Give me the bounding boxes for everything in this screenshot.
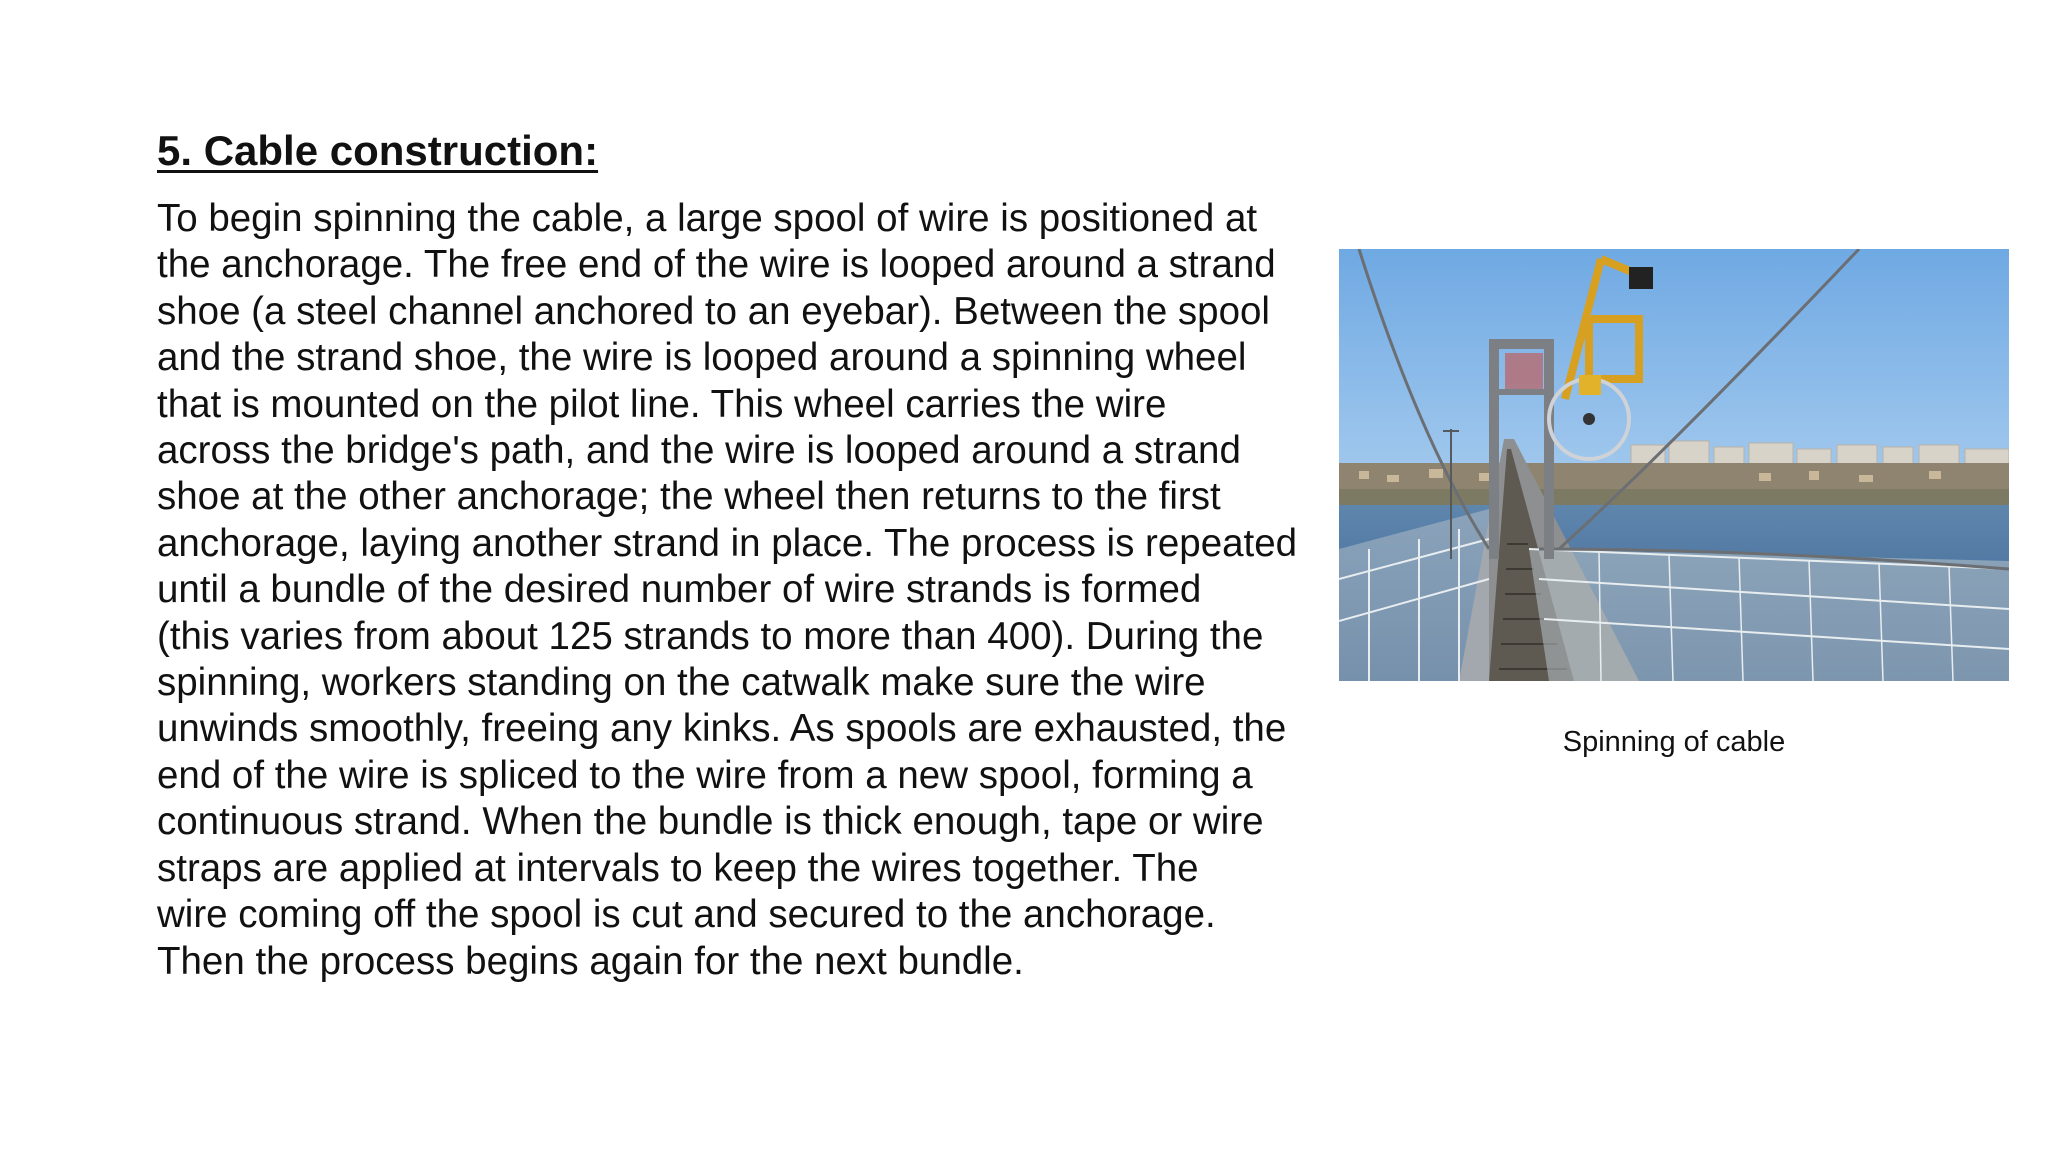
body-line: anchorage, laying another strand in place. The process is repeated bbox=[157, 521, 1298, 565]
body-line: shoe (a steel channel anchored to an eyebar). Between the spool bbox=[157, 289, 1270, 333]
body-line: To begin spinning the cable, a large spool of wire is positioned at bbox=[157, 197, 1258, 240]
body-line: that is mounted on the pilot line. This wheel carries the wire bbox=[157, 382, 1167, 426]
body-line: continuous strand. When the bundle is thick enough, tape or wire bbox=[157, 800, 1264, 844]
body-line: Then the process begins again for the next bundle. bbox=[157, 939, 1024, 983]
body-line: and the strand shoe, the wire is looped around a spinning wheel bbox=[157, 336, 1247, 380]
body-text bbox=[157, 196, 1327, 985]
body-line: straps are applied at intervals to keep the wires together. The bbox=[157, 846, 1199, 890]
body-line: spinning, workers standing on the catwalk make sure the wire bbox=[157, 661, 1206, 705]
bridge-cable-spinning-photo bbox=[1339, 249, 2009, 681]
body-line: the anchorage. The free end of the wire is looped around a strand bbox=[157, 243, 1276, 287]
photo-illustration bbox=[1339, 249, 2009, 681]
body-line: unwinds smoothly, freeing any kinks. As spools are exhausted, the bbox=[157, 707, 1287, 751]
body-line: end of the wire is spliced to the wire from a new spool, forming a bbox=[157, 753, 1253, 797]
body-line: wire coming off the spool is cut and secured to the anchorage. bbox=[157, 893, 1216, 937]
body-line: across the bridge's path, and the wire is looped around a strand bbox=[157, 429, 1241, 473]
body-line: shoe at the other anchorage; the wheel then returns to the first bbox=[157, 475, 1221, 519]
body-line: until a bundle of the desired number of wire strands is formed bbox=[157, 568, 1202, 612]
body-line: (this varies from about 125 strands to more than 400). During the bbox=[157, 614, 1264, 658]
slide-heading: 5. Cable construction: bbox=[157, 127, 599, 174]
image-caption: Spinning of cable bbox=[1562, 726, 1786, 758]
